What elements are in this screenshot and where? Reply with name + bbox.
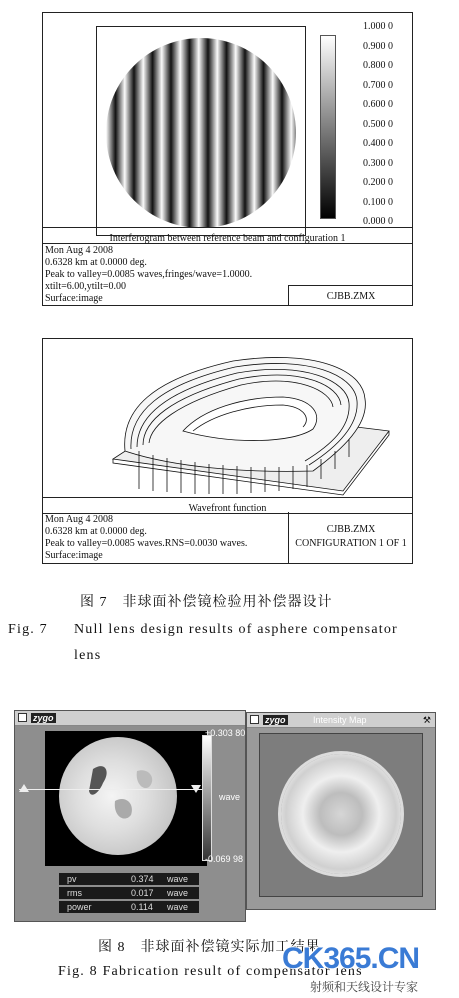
colorbar-ticks bbox=[363, 21, 413, 231]
stat-value: 0.374 bbox=[131, 874, 154, 884]
stat-label: rms bbox=[67, 888, 82, 898]
fig8-caption-en: Fig. 8 Fabrication result of compensator lens bbox=[58, 964, 363, 979]
info-line: Surface:image bbox=[45, 293, 103, 304]
intensity-map-frame bbox=[259, 733, 423, 897]
fig7-caption-en-prefix: Fig. 7 bbox=[8, 622, 48, 637]
interferogram-info bbox=[45, 245, 293, 303]
wavefront-surface-plot bbox=[43, 339, 412, 499]
zygo-titlebar-right bbox=[247, 713, 435, 728]
wf-info-line: Surface:image bbox=[45, 550, 103, 561]
interferogram-title: Interferogram between reference beam and configuration 1 bbox=[109, 233, 346, 244]
file-label: CJBB.ZMX bbox=[326, 291, 376, 302]
interferogram-panel bbox=[42, 12, 413, 306]
fig7-caption-en-line1: Null lens design results of asphere compensator bbox=[74, 622, 398, 637]
zygo-window-left bbox=[14, 710, 246, 922]
intensity-disk bbox=[281, 754, 401, 874]
wf-config-label: CONFIGURATION 1 OF 1 bbox=[295, 538, 407, 549]
wf-info-line: Mon Aug 4 2008 bbox=[45, 514, 114, 525]
scale-bar bbox=[202, 735, 212, 861]
surface-map bbox=[45, 731, 207, 866]
watermark-brand: CK365.CN bbox=[282, 942, 420, 975]
interferogram-title-strip bbox=[43, 227, 412, 244]
interferogram-file-cell bbox=[288, 285, 413, 306]
scale-unit: wave bbox=[219, 792, 241, 802]
colorbar-tick: 0.200 0 bbox=[363, 177, 393, 188]
stats-table bbox=[59, 873, 199, 913]
scale-bottom: -0.069 98 bbox=[205, 854, 244, 864]
colorbar-tick: 0.300 0 bbox=[363, 157, 393, 169]
close-box-icon[interactable] bbox=[18, 713, 27, 722]
info-line: Mon Aug 4 2008 bbox=[45, 245, 114, 256]
colorbar-tick: 0.600 0 bbox=[363, 99, 393, 110]
watermark-slogan: 射频和天线设计专家 bbox=[310, 980, 419, 994]
tool-icon[interactable]: ⚒ bbox=[422, 715, 431, 725]
profile-marker-left-icon[interactable] bbox=[19, 784, 29, 792]
info-line: Peak to valley=0.0085 waves,fringes/wave=1.0000. bbox=[45, 269, 253, 280]
wf-file-label: CJBB.ZMX bbox=[326, 524, 376, 535]
interferogram-frame bbox=[96, 26, 306, 236]
zygo-logo-right: zygo bbox=[265, 715, 286, 725]
colorbar-tick: 0.000 0 bbox=[363, 216, 393, 227]
profile-marker-right-icon[interactable] bbox=[191, 785, 201, 793]
colorbar-tick: 0.400 0 bbox=[363, 138, 393, 149]
info-line: 0.6328 km at 0.0000 deg. bbox=[45, 257, 147, 268]
intensity-map-title: Intensity Map bbox=[313, 715, 367, 725]
colorbar-tick: 0.800 0 bbox=[363, 60, 393, 71]
colorbar-tick: 0.900 0 bbox=[363, 40, 393, 52]
wf-info-line: Peak to valley=0.0085 waves.RNS=0.0030 waves. bbox=[45, 538, 248, 549]
fig7-caption-cn: 图 7 非球面补偿镜检验用补偿器设计 bbox=[80, 595, 333, 610]
stat-unit: wave bbox=[167, 874, 189, 884]
colorbar-tick: 0.100 0 bbox=[363, 196, 393, 208]
colorbar-tick: 0.700 0 bbox=[363, 79, 393, 91]
interferogram-fringes bbox=[97, 27, 305, 235]
fig7-caption-en-line2: lens bbox=[74, 648, 102, 663]
colorbar bbox=[320, 35, 336, 219]
wavefront-file-cell bbox=[288, 512, 413, 563]
close-box-icon[interactable] bbox=[250, 715, 259, 724]
wf-info-line: 0.6328 km at 0.0000 deg. bbox=[45, 526, 147, 537]
stat-unit: wave bbox=[167, 902, 189, 912]
colorbar-tick: 0.500 0 bbox=[363, 118, 393, 130]
scale-top: +0.303 80 bbox=[205, 728, 246, 738]
wavefront-info bbox=[45, 514, 293, 562]
stat-row-power bbox=[59, 901, 199, 913]
stat-label: power bbox=[67, 902, 92, 912]
zygo-titlebar-left bbox=[15, 711, 245, 726]
wavefront-title: Wavefront function bbox=[188, 503, 267, 514]
zygo-logo-left: zygo bbox=[33, 713, 54, 723]
surface-features bbox=[45, 731, 207, 866]
profile-line[interactable] bbox=[19, 789, 205, 790]
stat-row-rms bbox=[59, 887, 199, 899]
wavefront-panel bbox=[42, 338, 413, 564]
stat-row-pv bbox=[59, 873, 199, 885]
zygo-window-right bbox=[246, 712, 436, 910]
stat-value: 0.017 bbox=[131, 888, 154, 898]
stat-value: 0.114 bbox=[131, 902, 153, 912]
fig8-caption-cn: 图 8 非球面补偿镜实际加工结果 bbox=[98, 940, 321, 955]
info-line: xtilt=6.00,ytilt=0.00 bbox=[45, 281, 127, 292]
stat-label: pv bbox=[67, 874, 77, 884]
stat-unit: wave bbox=[167, 888, 189, 898]
colorbar-tick: 1.000 0 bbox=[363, 21, 393, 32]
